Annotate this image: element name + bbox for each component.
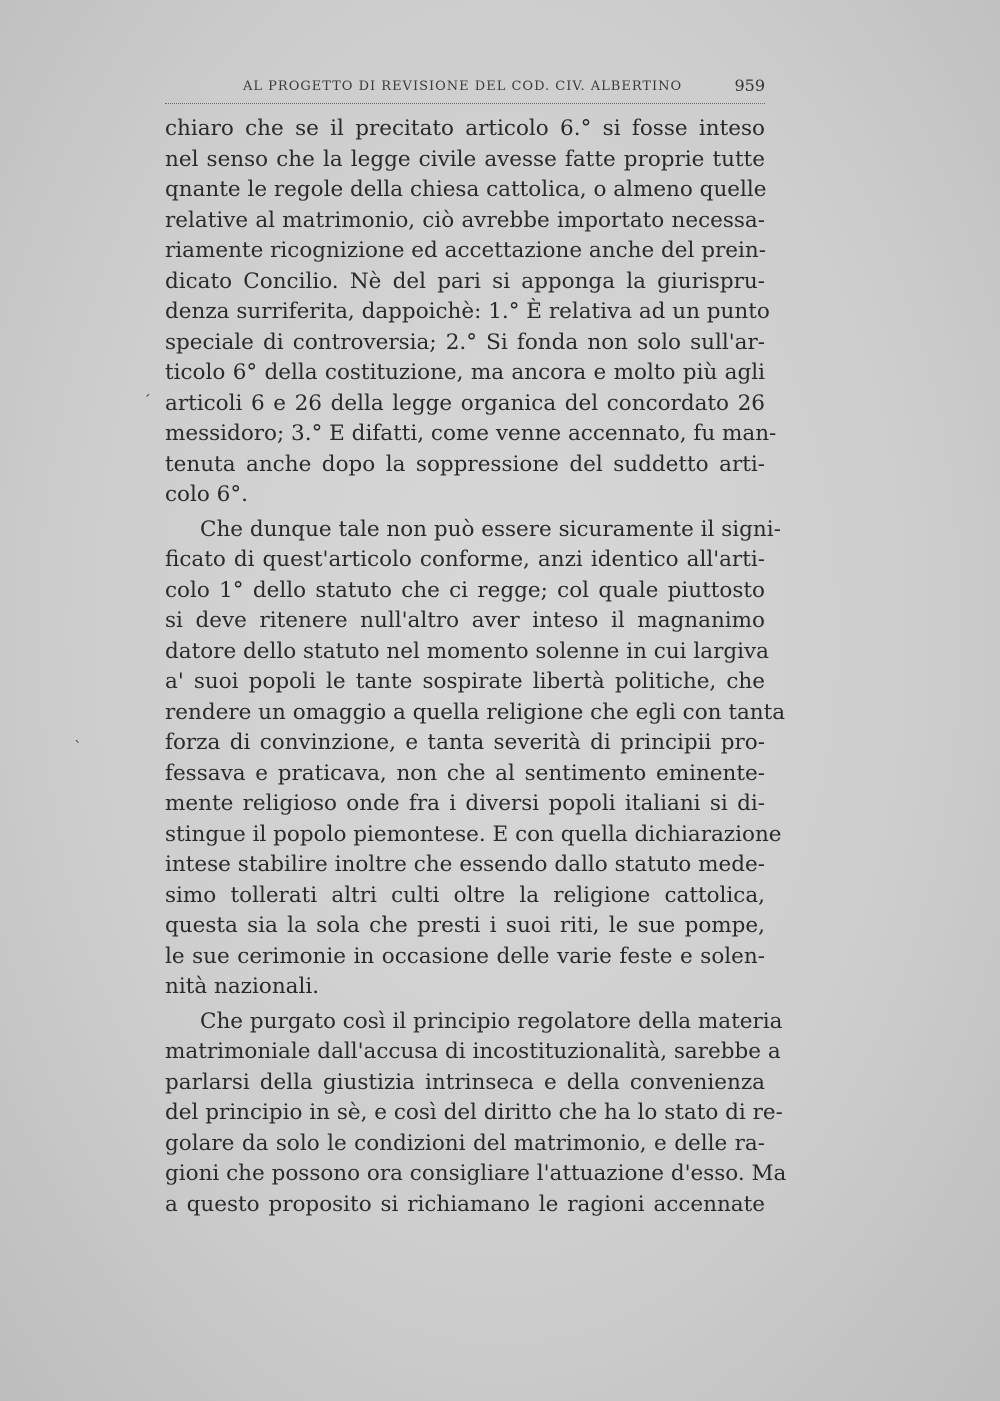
- text-line: datore dello statuto nel momento solenne in cui largiva: [165, 638, 769, 664]
- text-line: nità nazionali.: [165, 974, 320, 999]
- text-line: del principio in sè, e così del diritto che ha lo stato di re-: [165, 1100, 783, 1125]
- text-line: Che dunque tale non può essere sicuramente il signi-: [200, 516, 781, 542]
- text-line: golare da solo le condizioni del matrimonio, e delle ra-: [165, 1130, 765, 1156]
- text-line: qnante le regole della chiesa cattolica, o almeno quelle: [165, 177, 767, 202]
- text-line: fessava e praticava, non che al sentimento eminente-: [165, 760, 765, 786]
- paragraph-1: [165, 114, 777, 511]
- text-line: rendere un omaggio a quella religione che egli con tanta: [165, 699, 786, 725]
- text-line: stingue il popolo piemontese. E con quella dichiarazione: [165, 821, 782, 847]
- text-line: matrimoniale dall'accusa di incostituzionalità, sarebbe a: [165, 1039, 781, 1064]
- paragraph-3: [165, 1007, 787, 1221]
- text-line: messidoro; 3.° E difatti, come venne accennato, fu man-: [165, 421, 777, 446]
- text-line: ticolo 6° della costituzione, ma ancora e molto più agli: [165, 360, 765, 385]
- text-line: chiaro che se il precitato articolo 6.° si fosse inteso: [165, 116, 765, 141]
- running-header: [165, 75, 765, 104]
- text-line: ficato di quest'articolo conforme, anzi identico all'arti-: [165, 547, 765, 572]
- page-number: 959: [734, 76, 765, 95]
- text-line: forza di convinzione, e tanta severità di principii pro-: [165, 730, 765, 755]
- text-line: relative al matrimonio, ciò avrebbe importato necessa-: [165, 207, 765, 233]
- text-line: colo 1° dello statuto che ci regge; col quale piuttosto: [165, 577, 765, 603]
- paragraph-2: [165, 515, 786, 1003]
- text-line: a questo proposito si richiamano le ragioni accennate: [165, 1191, 765, 1217]
- text-line: a' suoi popoli le tante sospirate libertà politiche, che: [165, 669, 765, 694]
- text-line: colo 6°.: [165, 482, 248, 507]
- text-line: dicato Concilio. Nè del pari si apponga la giurispru-: [165, 268, 765, 294]
- text-line: le sue cerimonie in occasione delle varie feste e solen-: [165, 943, 765, 969]
- text-line: riamente ricognizione ed accettazione anche del prein-: [165, 238, 766, 263]
- text-line: nel senso che la legge civile avesse fatte proprie tutte: [165, 146, 765, 172]
- text-line: simo tollerati altri culti oltre la religione cattolica,: [165, 882, 765, 908]
- text-line: gioni che possono ora consigliare l'attuazione d'esso. Ma: [165, 1161, 787, 1186]
- text-line: Che purgato così il principio regolatore della materia: [200, 1008, 783, 1034]
- text-line: mente religioso onde fra i diversi popoli italiani si di-: [165, 791, 765, 816]
- text-line: tenuta anche dopo la soppressione del suddetto arti-: [165, 451, 765, 477]
- text-line: intese stabilire inoltre che essendo dallo statuto mede-: [165, 852, 765, 877]
- body-text: [165, 114, 787, 1220]
- text-line: denza surriferita, dappoichè: 1.° È relativa ad un punto: [165, 299, 770, 324]
- text-line: questa sia la sola che presti i suoi riti, le sue pompe,: [165, 913, 765, 938]
- text-line: si deve ritenere null'altro aver inteso il magnanimo: [165, 608, 765, 633]
- running-title: AL PROGETTO DI REVISIONE DEL COD. CIV. ALBERTINO: [243, 79, 683, 94]
- margin-tick-mark: ˋ: [74, 738, 82, 757]
- text-line: speciale di controversia; 2.° Si fonda non solo sull'ar-: [165, 329, 765, 355]
- text-line: parlarsi della giustizia intrinseca e della convenienza: [165, 1069, 765, 1095]
- text-line: articoli 6 e 26 della legge organica del concordato 26: [165, 390, 765, 416]
- margin-tick-mark: ˊ: [143, 392, 151, 411]
